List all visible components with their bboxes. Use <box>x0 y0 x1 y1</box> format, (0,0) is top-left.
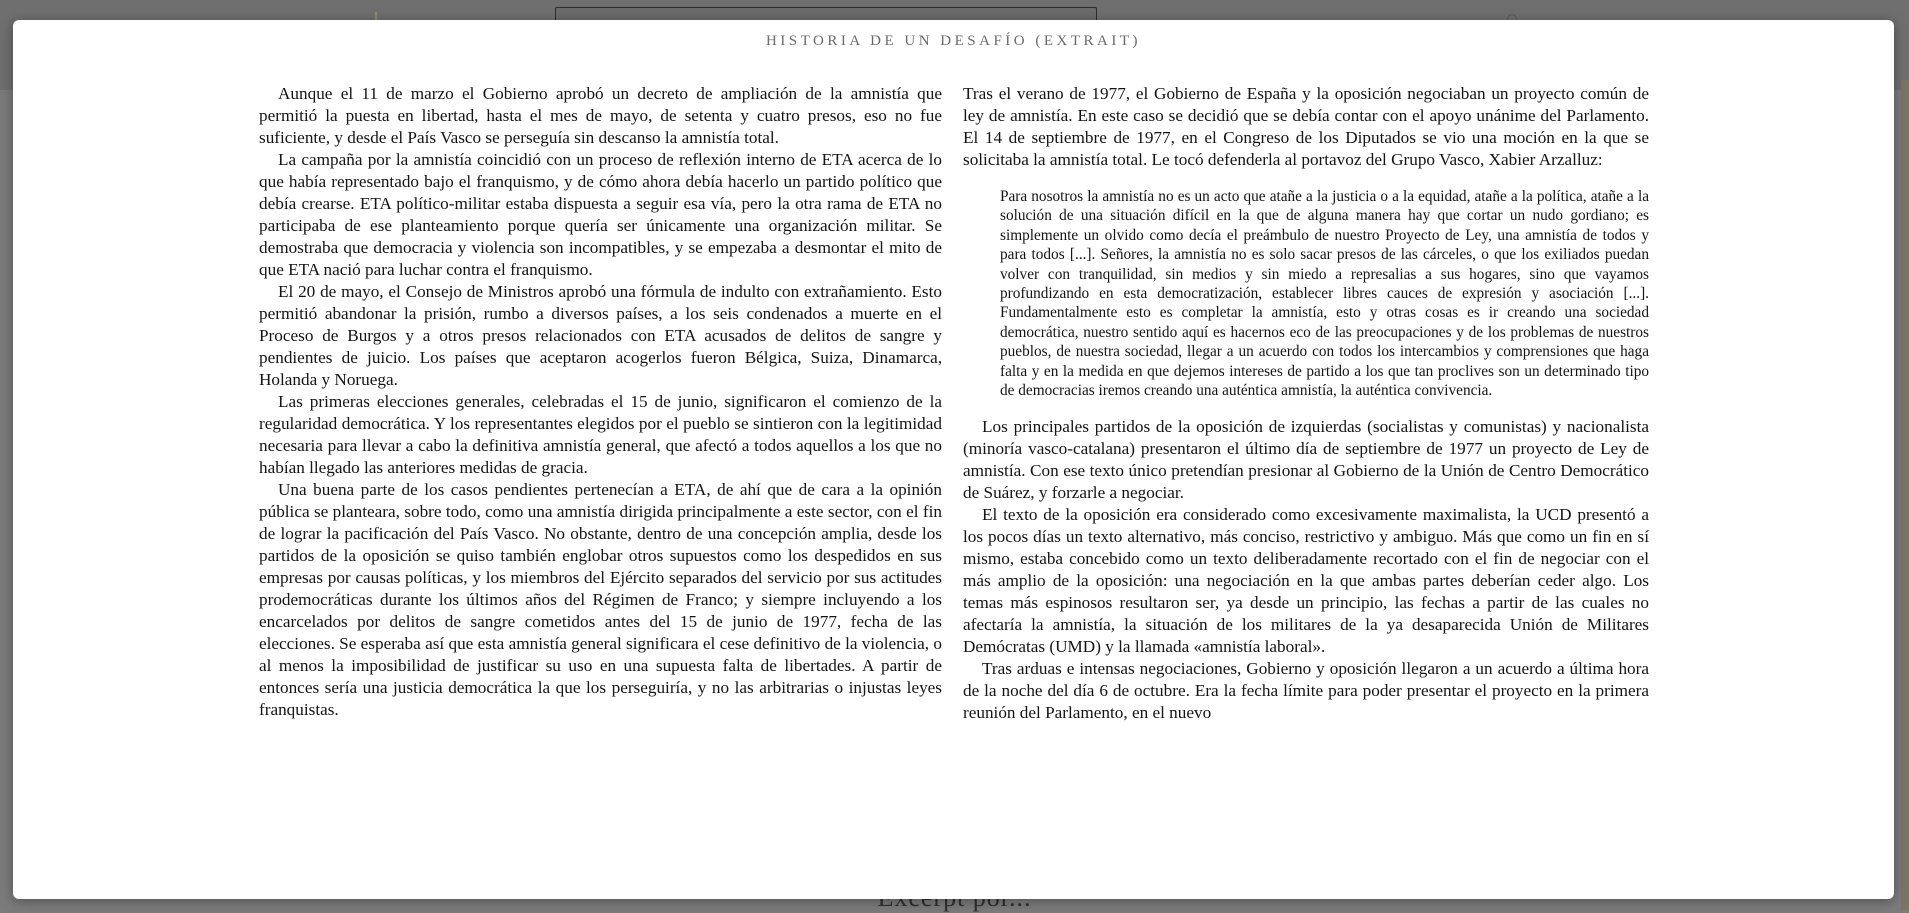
paragraph: La campaña por la amnistía coincidió con un proceso de reflexión interno de ETA acerca de lo que había representado bajo el franquismo, y de cómo ahora debía hacerlo un partido político que debía crearse. ETA político-militar estaba dispuesta a seguir esa vía, pero la otra rama de ETA no participaba de ese planteamiento porque quería ser únicamente una organización militar. Se demostraba que democracia y violencia son incompatibles, y se empezaba a desmontar el mito de que ETA nació para luchar contra el franquismo. <box>259 150 942 279</box>
paragraph: Las primeras elecciones generales, celebradas el 15 de junio, significaron el comienzo de la regularidad democrática. Y los representantes elegidos por el pueblo se sintieron con la legitimidad necesaria para llevar a cabo la definitiva amnistía general, que afectó a todos aquellos a los que no habían llegado las anteriores medidas de gracia. <box>259 392 942 477</box>
paragraph: Aunque el 11 de marzo el Gobierno aprobó un decreto de ampliación de la amnistía que permitió la puesta en libertad, hasta el mes de mayo, de setenta y cuatro presos, eso no fue suficiente, y desde el País Vasco se perseguía sin descanso la amnistía total. <box>259 84 942 147</box>
paragraph: Los principales partidos de la oposición de izquierdas (socialistas y comunistas) y nacionalista (minoría vasco-catalana) presentaron el último día de septiembre de 1977 un proyecto de Ley de amnistía. Con ese texto único pretendían presionar al Gobierno de la Unión de Centro Democrático de Suárez, y forzarle a negociar. <box>963 417 1649 503</box>
background-scrollbar <box>1901 80 1909 910</box>
paragraph: El 20 de mayo, el Consejo de Ministros aprobó una fórmula de indulto con extrañamiento. Esto permitió abandonar la prisión, rumbo a diversos países, a los seis condenados a muerte en el Proceso de Burgos y a otros presos relacionados con ETA acusados de delitos de sangre y pendientes de juicio. Los países que aceptaron acogerlos fueron Bélgica, Suiza, Dinamarca, Holanda y Noruega. <box>259 282 942 389</box>
paragraph: Tras arduas e intensas negociaciones, Gobierno y oposición llegaron a un acuerdo a última hora de la noche del día 6 de octubre. Era la fecha límite para poder presentar el proyecto en la primera reunión del Parlamento, en el nuevo <box>963 659 1649 723</box>
paragraph: Tras el verano de 1977, el Gobierno de España y la oposición negociaban un proyecto común de ley de amnistía. En este caso se decidió que se debía contar con el apoyo unánime del Parlamento. El 14 de septiembre de 1977, en el Congreso de los Diputados se vio una moción en la que se solicitaba la amnistía total. Le tocó defenderla al portavoz del Grupo Vasco, Xabier Arzalluz: <box>963 84 1649 169</box>
modal-title: HISTORIA DE UN DESAFÍO (EXTRAIT) <box>765 33 1142 49</box>
paragraph: Una buena parte de los casos pendientes pertenecían a ETA, de ahí que de cara a la opinión pública se planteara, sobre todo, como una amnistía dirigida principalmente a este sector, con el fin de lograr la pacificación del País Vasco. No obstante, dentro de una concepción amplia, desde los partidos de la oposición se quiso también englobar otros supuestos como los despedidos en sus empresas por causas políticas, y los miembros del Ejército separados del servicio por sus actitudes prodemocráticas durante los últimos años del Régimen de Franco; y siempre incluyendo a los encarcelados por delitos de sangre cometidos antes del 15 de junio de 1977, fecha de las elecciones. Se esperaba así que esta amnistía general significara el cese definitivo de la violencia, o al menos la imposibilidad de justificar su uso en una supuesta falta de libertades. A partir de entonces sería una justicia democrática la que los perseguiría, y no las arbitrarias o injustas leyes franquistas. <box>259 480 942 719</box>
left-text-column <box>259 83 942 721</box>
excerpt-modal <box>13 20 1894 899</box>
right-text-column <box>963 83 1649 724</box>
block-quote: Para nosotros la amnistía no es un acto que atañe a la justicia o a la equidad, atañe a la política, atañe a la solución de una situación difícil en la que de alguna manera hay que cortar un nudo gordiano; es simplemente un olvido como decía el preámbulo de nuestro Proyecto de Ley, una amnistía de todos y para todos [...]. Señores, la amnistía no es solo sacar presos de las cárceles, o que los exiliados puedan volver con tranquilidad, sin medios y sin miedo a represalias a sus hogares, sino que vayamos profundizando en esta democratización, establecer libres cauces de expresión y asociación [...]. Fundamentalmente esto es completar la amnistía, esto y otras cosas es ir creando una sociedad democrática, nuestro sentido aquí es hacernos eco de las preocupaciones y de los problemas de nuestros pueblos, de nuestra sociedad, llegar a un acuerdo con todos los intercambios y comprensiones que haga falta y en la medida en que dejemos intereses de partido a los que tan proclives son un determinado tipo de democracias iremos creando una auténtica amnistía, la auténtica convivencia. <box>1000 188 1649 400</box>
paragraph: El texto de la oposición era considerado como excesivamente maximalista, la UCD presentó a los pocos días un texto alternativo, más conciso, restrictivo y ambiguo. Más que como un fin en sí mismo, estaba concebido como un texto deliberadamente recortado con el fin de negociar con el más amplio de la oposición: una negociación en la que ambas partes deberían ceder algo. Los temas más espinosos resultaron ser, ya desde un principio, las fechas a partir de las cuales no afectaría la amnistía, la situación de los militares de la ya desaparecida Unión de Militares Demócratas (UMD) y la llamada «amnistía laboral». <box>963 505 1649 657</box>
